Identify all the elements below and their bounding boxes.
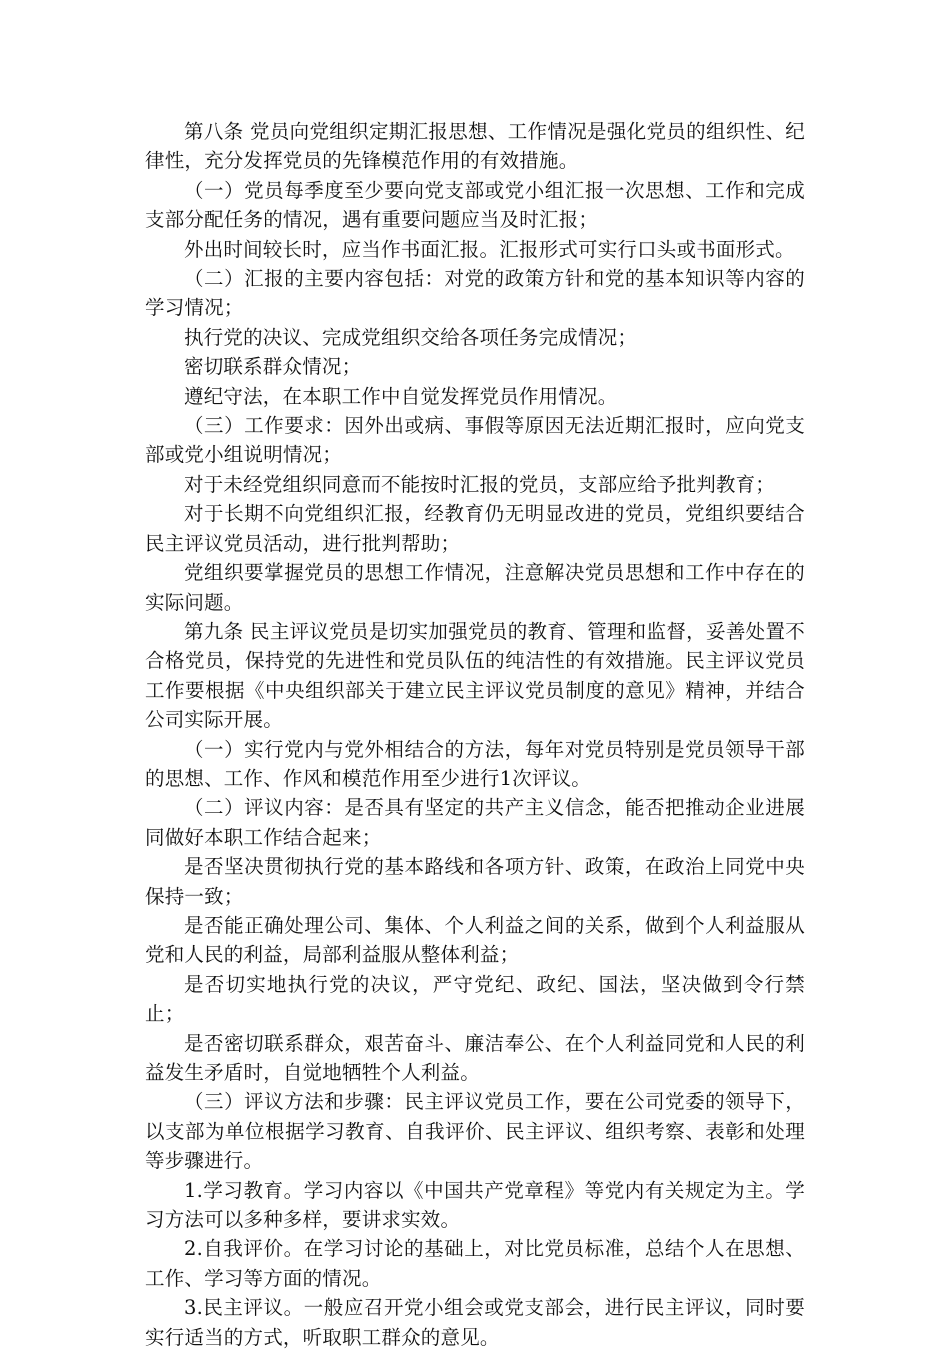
paragraph-8-1-written-report: 外出时间较长时，应当作书面汇报。汇报形式可实行口头或书面形式。 [184,237,795,261]
paragraph-9-1: （一）实行党内与党外相结合的方法，每年对党员特别是党员领导干部的思想、工作、作风和模范作用至少进行1次评议。 [145,737,805,790]
paragraph-9-3-step-1: 1.学习教育。学习内容以《中国共产党章程》等党内有关规定为主。学习方法可以多种多样，要讲求实效。 [145,1178,805,1232]
paragraph-8-2-discipline: 遵纪守法，在本职工作中自觉发挥党员作用情况。 [184,384,618,408]
paragraph-9-2-interests: 是否能正确处理公司、集体、个人利益之间的关系，做到个人利益服从党和人民的利益，局部利益服从整体利益； [145,913,805,967]
paragraph-9-2-line: 是否坚决贯彻执行党的基本路线和各项方针、政策，在政治上同党中央保持一致； [145,855,805,908]
paragraph-8-3-unauthorized: 对于未经党组织同意而不能按时汇报的党员，支部应给予批判教育； [184,472,776,496]
paragraph-article-9: 第九条 民主评议党员是切实加强党员的教育、管理和监督，妥善处置不合格党员，保持党的先进性和党员队伍的纯洁性的有效措施。民主评议党员工作要根据《中央组织部关于建立民主评议党员制度的意见》精神，并结合公司实际开展。 [145,619,805,732]
paragraph-9-3: （三）评议方法和步骤：民主评议党员工作，要在公司党委的领导下，以支部为单位根据学习教育、自我评价、民主评议、组织考察、表彰和处理等步骤进行。 [145,1090,805,1173]
paragraph-8-2-resolutions: 执行党的决议、完成党组织交给各项任务完成情况； [184,325,638,349]
paragraph-8-3-grasp: 党组织要掌握党员的思想工作情况，注意解决党员思想和工作中存在的实际问题。 [145,561,805,614]
paragraph-9-3-step-3: 3.民主评议。一般应召开党小组会或党支部会，进行民主评议，同时要实行适当的方式，听取职工群众的意见。 [145,1296,805,1349]
paragraph-8-2: （二）汇报的主要内容包括：对党的政策方针和党的基本知识等内容的学习情况； [145,267,805,320]
paragraph-8-1: （一）党员每季度至少要向党支部或党小组汇报一次思想、工作和完成支部分配任务的情况，遇有重要问题应当及时汇报； [145,178,805,232]
paragraph-article-8: 第八条 党员向党组织定期汇报思想、工作情况是强化党员的组织性、纪律性，充分发挥党员的先锋模范作用的有效措施。 [145,120,805,173]
paragraph-8-2-masses: 密切联系群众情况； [184,355,362,379]
paragraph-9-2-resolutions: 是否切实地执行党的决议，严守党纪、政纪、国法，坚决做到令行禁止； [145,972,805,1026]
paragraph-9-2-masses: 是否密切联系群众，艰苦奋斗、廉洁奉公、在个人利益同党和人民的利益发生矛盾时，自觉地牺牲个人利益。 [145,1031,805,1084]
paragraph-9-2: （二）评议内容：是否具有坚定的共产主义信念，能否把推动企业进展同做好本职工作结合起来； [145,796,805,849]
paragraph-9-3-step-2: 2.自我评价。在学习讨论的基础上，对比党员标准，总结个人在思想、工作、学习等方面的情况。 [145,1237,805,1290]
paragraph-8-3: （三）工作要求：因外出或病、事假等原因无法近期汇报时，应向党支部或党小组说明情况； [145,414,805,467]
paragraph-8-3-long-term: 对于长期不向党组织汇报，经教育仍无明显改进的党员，党组织要结合民主评议党员活动，进行批判帮助； [145,502,805,555]
document-body [145,117,805,1352]
